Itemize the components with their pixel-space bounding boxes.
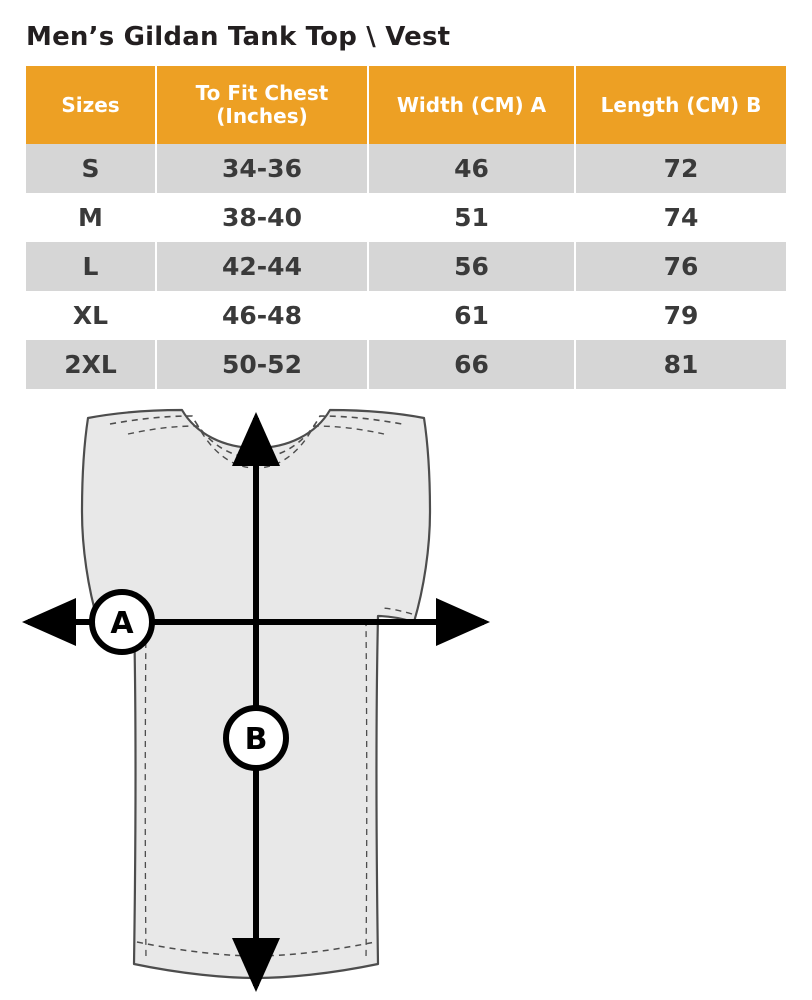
cell-width: 56 bbox=[368, 242, 575, 291]
cell-width: 61 bbox=[368, 291, 575, 340]
cell-length: 74 bbox=[575, 193, 786, 242]
column-header-sizes: Sizes bbox=[26, 66, 156, 144]
column-header-chest: To Fit Chest (Inches) bbox=[156, 66, 368, 144]
cell-chest: 42-44 bbox=[156, 242, 368, 291]
cell-length: 76 bbox=[575, 242, 786, 291]
table-row bbox=[26, 291, 786, 340]
measure-b-label: B bbox=[244, 722, 268, 757]
garment-diagram bbox=[0, 408, 812, 1000]
table-header-row bbox=[26, 66, 786, 144]
column-header-length: Length (CM) B bbox=[575, 66, 786, 144]
table-row bbox=[26, 242, 786, 291]
measure-a-label: A bbox=[110, 606, 134, 641]
cell-length: 72 bbox=[575, 144, 786, 193]
cell-size: 2XL bbox=[26, 340, 156, 389]
cell-size: XL bbox=[26, 291, 156, 340]
cell-length: 81 bbox=[575, 340, 786, 389]
cell-width: 46 bbox=[368, 144, 575, 193]
cell-length: 79 bbox=[575, 291, 786, 340]
cell-width: 66 bbox=[368, 340, 575, 389]
page-title: Men’s Gildan Tank Top \ Vest bbox=[26, 22, 451, 52]
cell-size: L bbox=[26, 242, 156, 291]
cell-size: S bbox=[26, 144, 156, 193]
size-table bbox=[26, 66, 786, 389]
column-header-width: Width (CM) A bbox=[368, 66, 575, 144]
cell-chest: 38-40 bbox=[156, 193, 368, 242]
table-row bbox=[26, 144, 786, 193]
cell-width: 51 bbox=[368, 193, 575, 242]
cell-chest: 50-52 bbox=[156, 340, 368, 389]
table-row bbox=[26, 193, 786, 242]
cell-chest: 34-36 bbox=[156, 144, 368, 193]
cell-size: M bbox=[26, 193, 156, 242]
cell-chest: 46-48 bbox=[156, 291, 368, 340]
table-row bbox=[26, 340, 786, 389]
